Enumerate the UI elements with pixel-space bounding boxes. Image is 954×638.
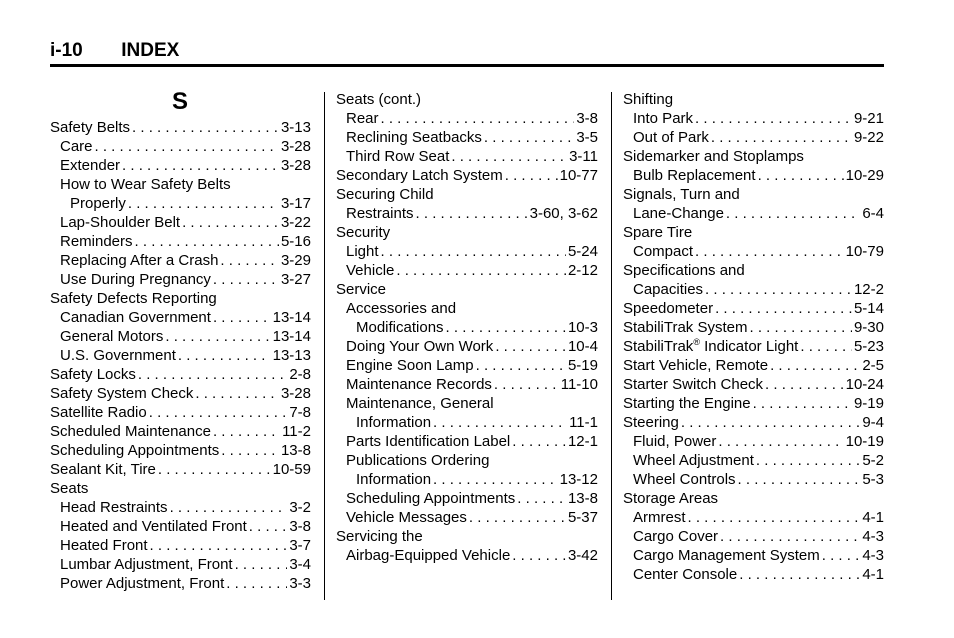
index-entry-page: 3-29: [280, 252, 311, 269]
index-entry: [50, 308, 311, 327]
index-entry: [623, 432, 884, 451]
index-entry-text: Modifications: [356, 319, 444, 336]
index-entry: [50, 270, 311, 289]
index-entry-text: Doing Your Own Work: [346, 338, 494, 355]
dot-leader: [693, 242, 844, 261]
index-entry: [336, 242, 598, 261]
index-entry-text: Compact: [633, 243, 694, 260]
index-entry-text: Into Park: [633, 110, 694, 127]
index-entry: [336, 90, 598, 109]
index-column-2: [336, 90, 598, 565]
dot-leader: [93, 137, 279, 156]
index-entry-text: Information: [356, 471, 432, 488]
index-entry-text: Seats (cont.): [336, 91, 422, 108]
dot-leader: [147, 403, 288, 422]
index-entry-text: Information: [356, 414, 432, 431]
index-entry-text: U.S. Government: [60, 347, 176, 364]
index-entry: [50, 194, 311, 213]
dot-leader: [820, 546, 861, 565]
index-entry-text: Safety System Check: [50, 385, 194, 402]
index-entry-page: 3-5: [576, 129, 598, 146]
index-entry-text: Cargo Management System: [633, 547, 820, 564]
index-entry: [336, 413, 598, 432]
dot-leader: [768, 356, 860, 375]
dot-leader: [163, 327, 270, 346]
dot-leader: [510, 546, 566, 565]
index-entry-text: Reclining Seatbacks: [346, 129, 482, 146]
dot-leader: [176, 346, 271, 365]
index-entry-text: Wheel Adjustment: [633, 452, 754, 469]
dot-leader: [156, 460, 271, 479]
dot-leader: [709, 128, 852, 147]
index-entry-page: 11-1: [569, 414, 598, 431]
index-entry-page: 3-2: [289, 499, 311, 516]
index-entry: [336, 508, 598, 527]
index-entry: [336, 261, 598, 280]
index-entry: [50, 574, 311, 593]
index-entry: [50, 289, 311, 308]
index-entry-text: Airbag-Equipped Vehicle: [346, 547, 511, 564]
dot-leader: [492, 375, 559, 394]
index-entry-page: 3-28: [280, 157, 311, 174]
index-entry-page: 13-14: [272, 309, 311, 326]
index-entry: [623, 280, 884, 299]
index-entry: [336, 280, 598, 299]
index-entry-text: StabiliTrak System: [623, 319, 748, 336]
index-entry: [50, 365, 311, 384]
index-entry-text: Maintenance, General: [346, 395, 494, 412]
index-entry: [50, 517, 311, 536]
index-entry-page: 10-77: [559, 167, 598, 184]
index-entry-text: Lap-Shoulder Belt: [60, 214, 181, 231]
index-entry-page: 5-19: [567, 357, 598, 374]
index-entry-text: Canadian Government: [60, 309, 211, 326]
index-entry: [336, 204, 598, 223]
dot-leader: [218, 251, 279, 270]
index-entry-page: 9-19: [853, 395, 884, 412]
index-entry: [336, 299, 598, 318]
index-entry-page: 3-11: [569, 148, 598, 165]
index-entry-page: 10-3: [567, 319, 598, 336]
index-column-1: [50, 118, 311, 593]
index-entry: [50, 327, 311, 346]
index-entry-text: Light: [346, 243, 379, 260]
dot-leader: [219, 441, 279, 460]
index-entry: [623, 185, 884, 204]
index-entry-page: 6-4: [862, 205, 884, 222]
index-column-3: [623, 90, 884, 584]
index-entry-page: 5-23: [853, 338, 884, 355]
index-entry-text: Satellite Radio: [50, 404, 147, 421]
index-entry: [336, 470, 598, 489]
index-entry-page: 3-8: [576, 110, 598, 127]
index-entry-text: Starter Switch Check: [623, 376, 764, 393]
index-entry: [50, 232, 311, 251]
index-entry: [336, 166, 598, 185]
index-entry-page: 3-13: [280, 119, 311, 136]
index-entry-text: Restraints: [346, 205, 414, 222]
dot-leader: [211, 270, 279, 289]
index-entry-page: 9-4: [862, 414, 884, 431]
index-entry: [623, 413, 884, 432]
index-entry-text: Sealant Kit, Tire: [50, 461, 156, 478]
dot-leader: [756, 166, 844, 185]
index-entry-text: Vehicle: [346, 262, 395, 279]
index-entry-text: Heated Front: [60, 537, 148, 554]
index-entry: [623, 470, 884, 489]
index-entry: [50, 536, 311, 555]
dot-leader: [193, 384, 279, 403]
index-entry-text: Head Restraints: [60, 499, 168, 516]
index-entry: [50, 384, 311, 403]
column-divider: [611, 92, 612, 600]
index-entry-page: 5-37: [567, 509, 598, 526]
index-entry: [50, 555, 311, 574]
index-entry: [623, 204, 884, 223]
index-entry: [50, 156, 311, 175]
index-entry-page: 13-14: [272, 328, 311, 345]
index-entry-text: Fluid, Power: [633, 433, 717, 450]
index-entry: [50, 441, 311, 460]
index-entry-text: Spare Tire: [623, 224, 693, 241]
index-entry-page: 4-1: [862, 509, 884, 526]
index-entry: [623, 527, 884, 546]
index-entry-text: Steering: [623, 414, 679, 431]
index-entry: [336, 147, 598, 166]
index-entry-text: Armrest: [633, 509, 686, 526]
index-entry-text: Cargo Cover: [633, 528, 719, 545]
index-entry: [50, 422, 311, 441]
index-entry-page: 13-12: [559, 471, 598, 488]
index-entry-text: Secondary Latch System: [336, 167, 503, 184]
dot-leader: [379, 109, 575, 128]
index-entry-page: 12-2: [853, 281, 884, 298]
dot-leader: [133, 232, 279, 251]
dot-leader: [224, 574, 287, 593]
index-entry-page: 4-3: [862, 528, 884, 545]
index-entry-page: 10-19: [845, 433, 884, 450]
dot-leader: [763, 375, 844, 394]
index-entry-page: 2-8: [289, 366, 311, 383]
index-entry-page: 3-28: [280, 385, 311, 402]
index-entry-text: Speedometer: [623, 300, 714, 317]
index-entry: [336, 451, 598, 470]
dot-leader: [180, 213, 279, 232]
index-entry: [623, 489, 884, 508]
index-entry-page: 9-30: [853, 319, 884, 336]
index-entry-text: Service: [336, 281, 387, 298]
index-entry-page: 5-2: [862, 452, 884, 469]
index-entry-text: Securing Child: [336, 186, 434, 203]
index-entry: [336, 223, 598, 242]
index-entry-page: 2-5: [862, 357, 884, 374]
dot-leader: [798, 337, 852, 356]
index-entry-page: 5-3: [862, 471, 884, 488]
index-entry-page: 5-14: [853, 300, 884, 317]
dot-leader: [136, 365, 287, 384]
section-letter: S: [172, 88, 189, 115]
index-entry-page: 3-42: [567, 547, 598, 564]
index-entry: [623, 318, 884, 337]
page-number: i-10: [50, 40, 83, 61]
index-entry-page: 9-22: [853, 129, 884, 146]
index-entry: [623, 128, 884, 147]
index-entry-page: 11-2: [282, 423, 311, 440]
index-entry-page: 3-17: [280, 195, 311, 212]
index-entry-page: 9-21: [853, 110, 884, 127]
index-entry-page: 10-59: [272, 461, 311, 478]
dot-leader: [148, 536, 288, 555]
index-entry-page: 3-28: [280, 138, 311, 155]
dot-leader: [233, 555, 288, 574]
index-entry: [336, 337, 598, 356]
index-entry-page: 2-12: [567, 262, 598, 279]
index-entry: [623, 451, 884, 470]
page-header: [50, 40, 179, 62]
dot-leader: [379, 242, 566, 261]
dot-leader: [211, 308, 271, 327]
index-entry-page: 3-4: [289, 556, 311, 573]
index-entry-text: Publications Ordering: [346, 452, 490, 469]
index-entry: [623, 375, 884, 394]
dot-leader: [737, 565, 860, 584]
index-entry-text: Replacing After a Crash: [60, 252, 219, 269]
index-entry: [623, 394, 884, 413]
dot-leader: [747, 318, 851, 337]
index-entry-text: Third Row Seat: [346, 148, 450, 165]
dot-leader: [482, 128, 574, 147]
column-divider: [324, 92, 325, 600]
page-title: INDEX: [121, 40, 180, 61]
index-entry: [336, 394, 598, 413]
dot-leader: [679, 413, 860, 432]
index-entry-text: Heated and Ventilated Front: [60, 518, 247, 535]
index-entry-text: StabiliTrak® Indicator Light: [623, 337, 799, 355]
index-entry: [336, 432, 598, 451]
dot-leader: [211, 422, 280, 441]
index-entry: [336, 546, 598, 565]
index-entry-page: 10-4: [567, 338, 598, 355]
dot-leader: [686, 508, 861, 527]
index-entry-page: 13-8: [280, 442, 311, 459]
index-entry: [623, 565, 884, 584]
index-entry-page: 5-16: [280, 233, 311, 250]
index-entry-page: 13-8: [567, 490, 598, 507]
index-entry: [336, 527, 598, 546]
dot-leader: [503, 166, 558, 185]
index-entry-page: 3-60, 3-62: [529, 205, 598, 222]
dot-leader: [168, 498, 288, 517]
index-entry-text: Parts Identification Label: [346, 433, 511, 450]
index-entry-page: 4-1: [862, 566, 884, 583]
index-entry: [623, 147, 884, 166]
index-entry: [623, 90, 884, 109]
index-entry-text: Use During Pregnancy: [60, 271, 211, 288]
dot-leader: [474, 356, 566, 375]
index-entry-text: Starting the Engine: [623, 395, 751, 412]
index-entry: [623, 261, 884, 280]
dot-leader: [120, 156, 279, 175]
index-entry-text: Vehicle Messages: [346, 509, 467, 526]
index-entry-page: 3-22: [280, 214, 311, 231]
index-entry-text: Accessories and: [346, 300, 457, 317]
index-entry: [336, 109, 598, 128]
index-entry-text: Storage Areas: [623, 490, 719, 507]
index-entry: [623, 337, 884, 356]
index-entry-text: Servicing the: [336, 528, 423, 545]
dot-leader: [510, 432, 566, 451]
dot-leader: [493, 337, 566, 356]
dot-leader: [515, 489, 566, 508]
index-entry-page: 5-24: [567, 243, 598, 260]
index-entry-text: Safety Defects Reporting: [50, 290, 217, 307]
index-entry-text: Maintenance Records: [346, 376, 492, 393]
index-entry-text: Security: [336, 224, 391, 241]
index-entry-text: General Motors: [60, 328, 164, 345]
index-entry: [50, 118, 311, 137]
index-entry-text: Bulb Replacement: [633, 167, 756, 184]
index-entry-text: Start Vehicle, Remote: [623, 357, 769, 374]
index-entry: [623, 546, 884, 565]
index-entry-text: Wheel Controls: [633, 471, 736, 488]
dot-leader: [414, 204, 528, 223]
index-entry-text: Scheduling Appointments: [50, 442, 220, 459]
index-entry: [336, 489, 598, 508]
index-entry: [50, 479, 311, 498]
index-entry-text: Power Adjustment, Front: [60, 575, 225, 592]
index-entry-page: 4-3: [862, 547, 884, 564]
dot-leader: [718, 527, 860, 546]
index-entry: [623, 242, 884, 261]
index-entry-text: Shifting: [623, 91, 674, 108]
dot-leader: [431, 470, 558, 489]
index-entry-page: 3-27: [280, 271, 311, 288]
index-entry: [623, 508, 884, 527]
dot-leader: [716, 432, 843, 451]
index-entry-text: Lane-Change: [633, 205, 724, 222]
index-entry: [336, 356, 598, 375]
index-entry: [623, 166, 884, 185]
index-entry-page: 7-8: [289, 404, 311, 421]
index-entry-text: Seats: [50, 480, 89, 497]
index-entry-page: 13-13: [272, 347, 311, 364]
index-entry-page: 10-79: [845, 243, 884, 260]
index-entry-page: 3-8: [289, 518, 311, 535]
dot-leader: [713, 299, 852, 318]
index-entry-page: 10-24: [845, 376, 884, 393]
index-entry-text: Specifications and: [623, 262, 745, 279]
index-entry: [336, 185, 598, 204]
index-entry-page: 3-3: [289, 575, 311, 592]
index-entry-text: Signals, Turn and: [623, 186, 740, 203]
index-entry-text: Extender: [60, 157, 121, 174]
index-entry-text: Care: [60, 138, 93, 155]
index-entry-text: Out of Park: [633, 129, 709, 146]
index-entry-text: Safety Belts: [50, 119, 131, 136]
dot-leader: [724, 204, 860, 223]
index-entry-text: Scheduled Maintenance: [50, 423, 211, 440]
index-entry-text: Capacities: [633, 281, 704, 298]
index-entry: [50, 213, 311, 232]
index-entry: [50, 175, 311, 194]
dot-leader: [751, 394, 852, 413]
index-entry-page: 11-10: [560, 376, 598, 393]
dot-leader: [431, 413, 567, 432]
index-entry-text: Center Console: [633, 566, 738, 583]
index-entry-text: Properly: [70, 195, 126, 212]
index-entry: [623, 109, 884, 128]
index-entry-text: Reminders: [60, 233, 133, 250]
dot-leader: [247, 517, 288, 536]
header-rule: [50, 64, 884, 67]
index-entry: [50, 403, 311, 422]
dot-leader: [130, 118, 279, 137]
index-entry-text: Rear: [346, 110, 379, 127]
dot-leader: [703, 280, 852, 299]
index-entry: [623, 299, 884, 318]
index-entry-text: Sidemarker and Stoplamps: [623, 148, 804, 165]
index-entry: [623, 223, 884, 242]
index-entry: [50, 460, 311, 479]
index-entry: [50, 251, 311, 270]
index-entry: [623, 356, 884, 375]
index-entry-page: 10-29: [845, 167, 884, 184]
dot-leader: [467, 508, 566, 527]
index-entry: [336, 128, 598, 147]
index-entry-text: Engine Soon Lamp: [346, 357, 474, 374]
index-entry-text: Scheduling Appointments: [346, 490, 516, 507]
index-entry-text: Lumbar Adjustment, Front: [60, 556, 233, 573]
index-entry: [336, 375, 598, 394]
index-entry: [50, 137, 311, 156]
index-entry: [50, 346, 311, 365]
index-entry-page: 3-7: [289, 537, 311, 554]
dot-leader: [693, 109, 852, 128]
dot-leader: [754, 451, 860, 470]
index-entry: [50, 498, 311, 517]
index-entry: [336, 318, 598, 337]
index-entry-text: How to Wear Safety Belts: [60, 176, 231, 193]
index-entry-page: 12-1: [567, 433, 598, 450]
dot-leader: [736, 470, 861, 489]
dot-leader: [444, 318, 566, 337]
dot-leader: [394, 261, 566, 280]
dot-leader: [449, 147, 567, 166]
dot-leader: [126, 194, 279, 213]
index-entry-text: Safety Locks: [50, 366, 136, 383]
